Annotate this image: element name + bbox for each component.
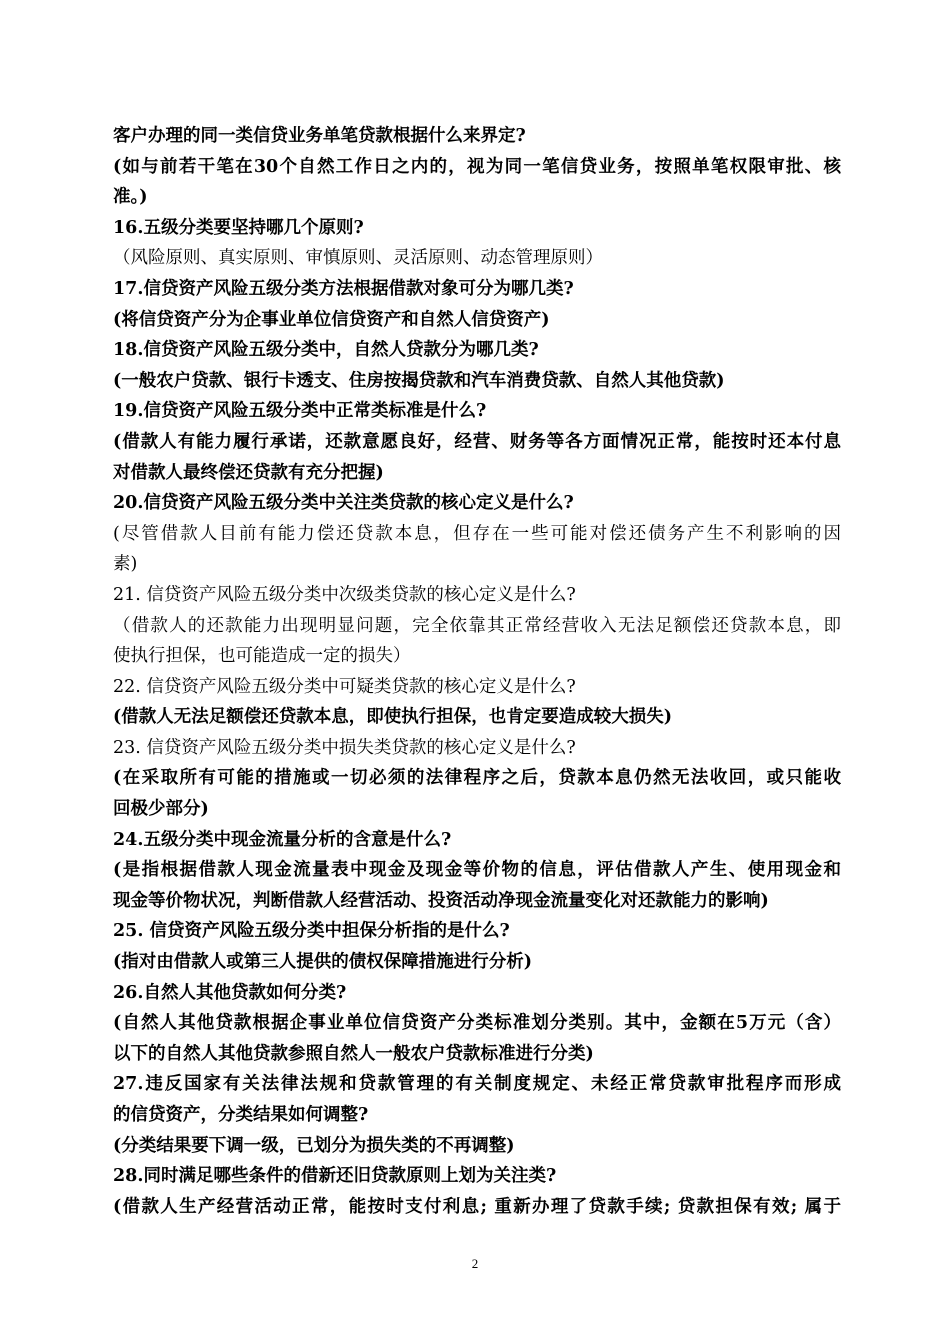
text-line: 19.信贷资产风险五级分类中正常类标准是什么? [113,401,487,422]
text-line: 素) [113,554,138,575]
text-line: 对借款人最终偿还贷款有充分把握) [113,462,384,483]
text-line: 18.信贷资产风险五级分类中，自然人贷款分为哪几类? [113,340,539,361]
text-line: (自然人其他贷款根据企事业单位信贷资产分类标准划分类别。其中，金额在5万元（含） [113,1013,841,1034]
text-line: 17.信贷资产风险五级分类方法根据借款对象可分为哪几类? [113,278,574,299]
text-line: (借款人生产经营活动正常，能按时支付利息; 重新办理了贷款手续; 贷款担保有效; 属于 [113,1196,841,1217]
text-line: 24.五级分类中现金流量分析的含意是什么? [113,829,452,850]
text-line: (是指根据借款人现金流量表中现金及现金等价物的信息，评估借款人产生、使用现金和 [113,860,841,881]
text-line: （风险原则、真实原则、审慎原则、灵活原则、动态管理原则） [113,248,603,269]
document-body [113,121,841,1222]
text-line: 22. 信贷资产风险五级分类中可疑类贷款的核心定义是什么? [113,676,576,697]
text-line: 21. 信贷资产风险五级分类中次级类贷款的核心定义是什么? [113,584,576,605]
text-line: 20.信贷资产风险五级分类中关注类贷款的核心定义是什么? [113,493,574,514]
text-line: 16.五级分类要坚持哪几个原则? [113,217,364,238]
text-line: 26.自然人其他贷款如何分类? [113,982,347,1003]
text-line: (分类结果要下调一级，已划分为损失类的不再调整) [113,1135,515,1156]
text-line: 准。) [113,187,148,208]
text-line: (在采取所有可能的措施或一切必须的法律程序之后，贷款本息仍然无法收回，或只能收 [113,768,841,789]
text-line: (一般农户贷款、银行卡透支、住房按揭贷款和汽车消费贷款、自然人其他贷款) [113,370,725,391]
text-line: 的信贷资产，分类结果如何调整? [113,1105,369,1125]
page-number: 2 [471,1256,479,1271]
text-line: (指对由借款人或第三人提供的债权保障措施进行分析) [113,952,533,973]
text-line: 现金等价物状况，判断借款人经营活动、投资活动净现金流量变化对还款能力的影响) [113,890,769,911]
text-line: (尽管借款人目前有能力偿还贷款本息，但存在一些可能对偿还债务产生不利影响的因 [113,523,841,544]
text-line: 以下的自然人其他贷款参照自然人一般农户贷款标准进行分类) [113,1043,594,1064]
text-line: (借款人有能力履行承诺，还款意愿良好，经营、财务等各方面情况正常，能按时还本付息 [113,431,841,452]
text-line: 28.同时满足哪些条件的借新还旧贷款原则上划为关注类? [113,1166,557,1187]
text-line: (借款人无法足额偿还贷款本息，即使执行担保，也肯定要造成较大损失) [113,707,673,728]
text-line: (将信贷资产分为企事业单位信贷资产和自然人信贷资产) [113,309,550,330]
text-line: (如与前若干笔在30个自然工作日之内的，视为同一笔信贷业务，按照单笔权限审批、核 [113,156,841,177]
text-line: 客户办理的同一类信贷业务单笔贷款根据什么来界定? [113,126,526,146]
text-line: （借款人的还款能力出现明显问题，完全依靠其正常经营收入无法足额偿还贷款本息，即 [113,615,841,636]
text-line: 回极少部分) [113,799,209,820]
text-line: 27.违反国家有关法律法规和贷款管理的有关制度规定、未经正常贷款审批程序而形成 [113,1074,841,1095]
text-line: 23. 信贷资产风险五级分类中损失类贷款的核心定义是什么? [113,737,576,758]
text-line: 25. 信贷资产风险五级分类中担保分析指的是什么? [113,921,510,942]
text-line: 使执行担保，也可能造成一定的损失） [113,646,411,667]
